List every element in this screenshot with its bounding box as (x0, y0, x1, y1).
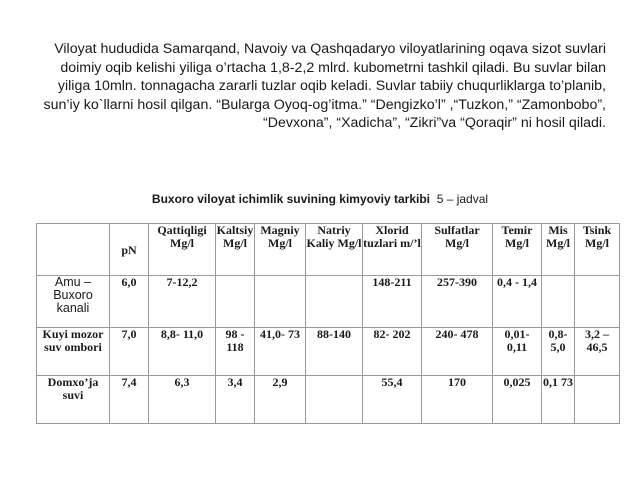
chemical-composition-table (36, 223, 620, 424)
table-caption-title: Buxoro viloyat ichimlik suvining kimyoviy tarkibi (151, 192, 431, 206)
table-cell (575, 276, 620, 328)
table-cell (255, 276, 306, 328)
header-chlorides: Xlorid tuzlari m/’l (363, 224, 422, 276)
table-cell: 3,4 (216, 376, 255, 424)
table-cell: 3,2 – 46,5 (575, 328, 620, 376)
table-cell: 88-140 (306, 328, 363, 376)
table-cell (216, 276, 255, 328)
table-cell: 170 (422, 376, 493, 424)
table-row (37, 328, 620, 376)
table-caption-number: 5 – jadval (436, 192, 489, 206)
header-sulfates: Sulfatlar Mg/l (422, 224, 493, 276)
table-cell: 7-12,2 (149, 276, 216, 328)
header-ph: pN (110, 224, 149, 276)
table-row (37, 376, 620, 424)
intro-paragraph: Viloyat hududida Samarqand, Navoiy va Qashqadaryo viloyatlarining oqava sizot suvlari doimiy oqib kelishi yiliga o’rtacha 1,8-2,2 mlrd. kubometrni tashkil qiladi. Bu suvlar bilan yiliga 10mln. tonnagacha zararli tuzlar oqib keladi. Suvlar tabiiy chuqurliklarga to’planib, sun’iy ko`llarni hosil qilgan. “Bularga Oyoq-og’itma.” “Dengizko’l” ,“Tuzkon,” “Zamonbobo”, “Devxona”, “Xadicha”, “Zikri”va “Qoraqir” ni hosil qiladi. (43, 41, 606, 132)
table-cell: 7,0 (110, 328, 149, 376)
header-magnesium: Magniy Mg/l (255, 224, 306, 276)
header-zinc: Tsink Mg/l (575, 224, 620, 276)
header-copper: Mis Mg/l (542, 224, 575, 276)
table-cell (306, 276, 363, 328)
table-cell: 6,0 (110, 276, 149, 328)
table-cell: 98 - 118 (216, 328, 255, 376)
table-cell: 55,4 (363, 376, 422, 424)
table-header-row (37, 224, 620, 276)
row-label: Kuyi mozor suv ombori (37, 328, 110, 376)
table-cell: 2,9 (255, 376, 306, 424)
table-caption (0, 192, 640, 206)
header-sodium-potassium: Natriy Kaliy Mg/l (306, 224, 363, 276)
header-iron: Temir Mg/l (493, 224, 542, 276)
table-cell: 82- 202 (363, 328, 422, 376)
table-cell: 240- 478 (422, 328, 493, 376)
table-cell: 7,4 (110, 376, 149, 424)
table-cell: 257-390 (422, 276, 493, 328)
table-corner-cell (37, 224, 110, 276)
table-cell (575, 376, 620, 424)
table-cell: 0,025 (493, 376, 542, 424)
header-hardness: Qattiqligi Mg/l (149, 224, 216, 276)
table-cell: 41,0- 73 (255, 328, 306, 376)
table-cell: 0,1 73 (542, 376, 575, 424)
header-calcium: Kaltsiy Mg/l (216, 224, 255, 276)
table-cell: 0,4 - 1,4 (493, 276, 542, 328)
table-cell: 148-211 (363, 276, 422, 328)
table-cell: 6,3 (149, 376, 216, 424)
table-row (37, 276, 620, 328)
table-cell: 0,01- 0,11 (493, 328, 542, 376)
table-cell (542, 276, 575, 328)
table-cell: 0,8- 5,0 (542, 328, 575, 376)
row-label: Amu – Buxoro kanali (37, 276, 110, 328)
table-cell (306, 376, 363, 424)
table-cell: 8,8- 11,0 (149, 328, 216, 376)
row-label: Domxo’ja suvi (37, 376, 110, 424)
